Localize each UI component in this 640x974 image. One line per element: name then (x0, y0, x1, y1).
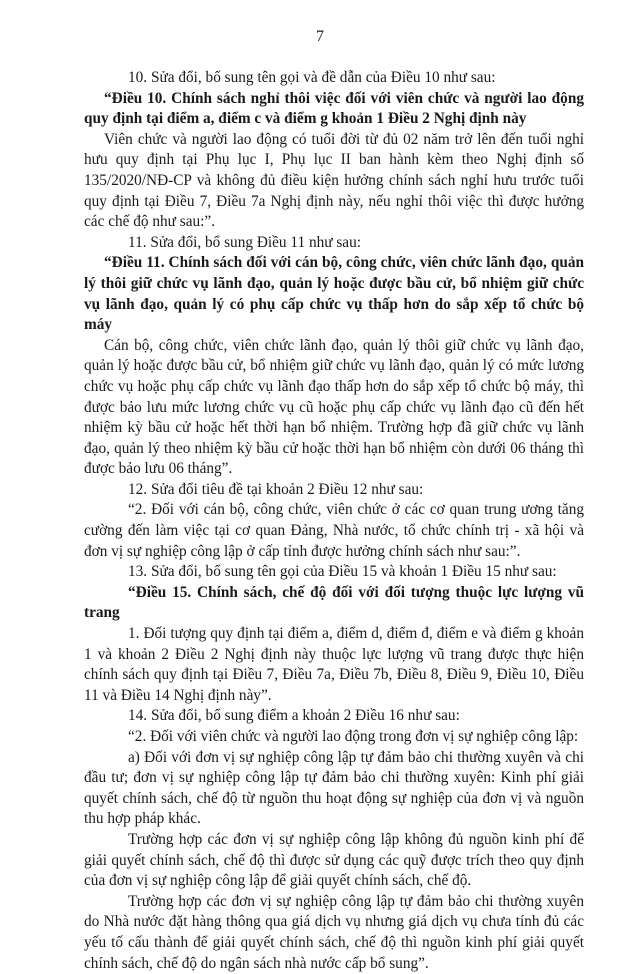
paragraph-article-10-body: Viên chức và người lao động có tuổi đời từ đủ 02 năm trở lên đến tuổi nghỉ hưu quy định tại Phụ lục I, Phụ lục II ban hành kèm theo Nghị định số 135/2020/NĐ-CP và không đủ điều kiện hưởng chính sách nghỉ hưu trước tuổi quy định tại Điều 7, Điều 7a Nghị định này, nếu nghỉ thôi việc thì được hưởng các chế độ như sau:”. (84, 130, 584, 231)
paragraph-article-12-clause-2: “2. Đối với cán bộ, công chức, viên chức ở các cơ quan trung ương tăng cường đến làm việc tại cơ quan Đảng, Nhà nước, tổ chức chính trị - xã hội và đơn vị sự nghiệp công lập ở cấp tỉnh được hưởng chính sách như sau:”. (84, 501, 584, 560)
paragraph-article-11-body: Cán bộ, công chức, viên chức lãnh đạo, quản lý thôi giữ chức vụ lãnh đạo, quản lý hoặc được bầu cử, bổ nhiệm giữ chức vụ lãnh đạo, quản lý có mức lương chức vụ hoặc phụ cấp chức vụ lãnh đạo thấp hơn do sắp xếp tổ chức bộ máy, thì được bảo lưu mức lương chức vụ cũ hoặc phụ cấp chức vụ lãnh đạo cũ đến hết nhiệm kỳ bầu cử hoặc hết thời hạn bổ nhiệm. Trường hợp đã giữ chức vụ lãnh đạo, quản lý theo nhiệm kỳ bầu cử hoặc thời hạn bổ nhiệm còn dưới 06 tháng thì được bảo lưu 06 tháng”. (84, 336, 584, 478)
heading-article-15: “Điều 15. Chính sách, chế độ đối với đối tượng thuộc lực lượng vũ trang (84, 583, 584, 622)
document-body (84, 68, 584, 974)
paragraph-amend-13: 13. Sửa đổi, bổ sung tên gọi của Điều 15 và khoản 1 Điều 15 như sau: (128, 563, 557, 581)
paragraph-amend-14: 14. Sửa đổi, bổ sung điểm a khoản 2 Điều 16 như sau: (128, 707, 460, 725)
paragraph-article-15-clause-1: 1. Đối tượng quy định tại điểm a, điểm d, điểm đ, điểm e và điểm g khoản 1 và khoản 2 Điều 2 Nghị định này thuộc lực lượng vũ trang được thực hiện chính sách quy định tại Điều 7, Điều 7a, Điều 7b, Điều 8, Điều 9, Điều 10, Điều 11 và Điều 14 Nghị định này”. (84, 625, 584, 704)
paragraph-insufficient-funds: Trường hợp các đơn vị sự nghiệp công lập không đủ nguồn kinh phí để giải quyết chính sách, chế độ thì được sử dụng các quỹ được trích theo quy định của đơn vị sự nghiệp công lập để giải quyết chính sách, chế độ. (84, 830, 584, 890)
paragraph-article-16-clause-2: “2. Đối với viên chức và người lao động trong đơn vị sự nghiệp công lập: (128, 728, 579, 745)
paragraph-article-16-point-a: a) Đối với đơn vị sự nghiệp công lập tự đảm bảo chi thường xuyên và chi đầu tư; đơn vị sự nghiệp công lập tự đảm bảo chi thường xuyên: Kinh phí giải quyết chính sách, chế độ từ nguồn thu hoạt động sự nghiệp của đơn vị và nguồn thu hợp pháp khác. (84, 748, 584, 828)
paragraph-state-ordered: Trường hợp các đơn vị sự nghiệp công lập tự đảm bảo chi thường xuyên do Nhà nước đặt hàng thông qua giá dịch vụ nhưng giá dịch vụ chưa tính đủ các yếu tố cấu thành để giải quyết chính sách, chế độ thì nguồn kinh phí giải quyết chính sách, chế độ do ngân sách nhà nước cấp bổ sung”. (84, 892, 584, 972)
paragraph-amend-10: 10. Sửa đổi, bổ sung tên gọi và đề dẫn của Điều 10 như sau: (128, 69, 496, 86)
heading-article-10: “Điều 10. Chính sách nghỉ thôi việc đối với viên chức và người lao động quy định tại điểm a, điểm c và điểm g khoản 1 Điều 2 Nghị định này (84, 89, 584, 128)
paragraph-amend-11: 11. Sửa đổi, bổ sung Điều 11 như sau: (128, 233, 361, 251)
paragraph-amend-12: 12. Sửa đổi tiêu đề tại khoản 2 Điều 12 như sau: (128, 480, 424, 498)
page-number: 7 (316, 28, 324, 45)
heading-article-11: “Điều 11. Chính sách đối với cán bộ, công chức, viên chức lãnh đạo, quản lý thôi giữ chức vụ lãnh đạo, quản lý hoặc được bầu cử, bổ nhiệm giữ chức vụ lãnh đạo, quản lý có phụ cấp chức vụ thấp hơn do sắp xếp tổ chức bộ máy (84, 254, 584, 334)
